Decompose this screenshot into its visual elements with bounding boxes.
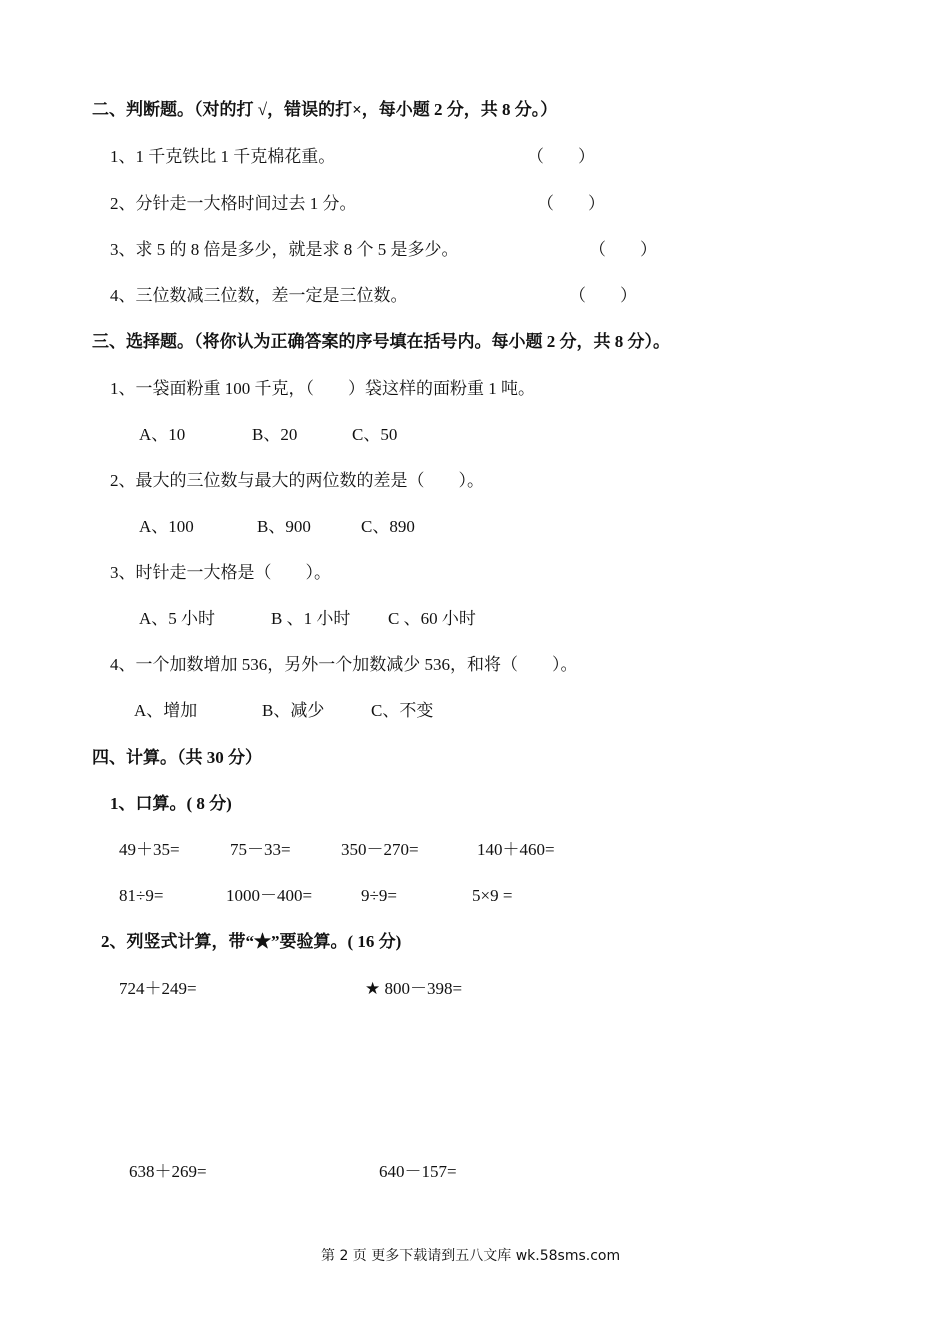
choice-option: A、10	[139, 425, 186, 444]
choice-question-3: 3、时针走一大格是（ ）。	[110, 563, 331, 582]
judge-blank-2: （ ）	[537, 194, 605, 213]
vertical-calc-item: 640－157=	[379, 1162, 457, 1181]
choice-option: A、5 小时	[139, 609, 216, 628]
oral-calc-heading: 1、口算。( 8 分)	[110, 794, 232, 813]
choice-option: B、减少	[262, 701, 325, 720]
judge-item-4: 4、三位数减三位数，差一定是三位数。	[110, 286, 408, 305]
oral-calc-item: 350－270=	[341, 840, 419, 859]
judge-blank-4: （ ）	[569, 286, 637, 305]
section-4-heading: 四、计算。（共 30 分）	[92, 748, 262, 767]
oral-calc-item: 9÷9=	[361, 886, 397, 905]
oral-calc-item: 1000－400=	[226, 886, 313, 905]
vertical-calc-item-starred: ★ 800－398=	[365, 979, 463, 998]
page-footer: 第 2 页 更多下载请到五八文库 wk.58sms.com	[321, 1248, 621, 1264]
section-3-heading: 三、选择题。（将你认为正确答案的序号填在括号内。每小题 2 分，共 8 分）。	[92, 332, 670, 351]
section-2-heading: 二、判断题。（对的打 √，错误的打×，每小题 2 分，共 8 分。）	[92, 100, 558, 119]
oral-calc-item: 81÷9=	[119, 886, 164, 905]
oral-calc-item: 140＋460=	[477, 840, 555, 859]
vertical-calc-heading: 2、列竖式计算，带“★”要验算。( 16 分)	[101, 932, 402, 951]
choice-option: C 、60 小时	[388, 609, 476, 628]
choice-option: C、890	[361, 517, 415, 536]
judge-blank-1: （ ）	[527, 147, 595, 166]
oral-calc-item: 5×9 =	[472, 886, 513, 905]
vertical-calc-item: 724＋249=	[119, 979, 197, 998]
choice-option: C、不变	[371, 701, 434, 720]
judge-blank-3: （ ）	[589, 240, 657, 259]
choice-option: A、100	[139, 517, 194, 536]
oral-calc-item: 75－33=	[230, 840, 291, 859]
judge-item-1: 1、1 千克铁比 1 千克棉花重。	[110, 147, 336, 166]
choice-option: B、20	[252, 425, 298, 444]
choice-question-4: 4、一个加数增加 536，另外一个加数减少 536，和将（ ）。	[110, 655, 578, 674]
judge-item-3: 3、求 5 的 8 倍是多少，就是求 8 个 5 是多少。	[110, 240, 459, 259]
choice-option: B 、1 小时	[271, 609, 351, 628]
choice-question-2: 2、最大的三位数与最大的两位数的差是（ ）。	[110, 471, 484, 490]
choice-question-1: 1、一袋面粉重 100 千克，（ ）袋这样的面粉重 1 吨。	[110, 379, 535, 398]
choice-option: B、900	[257, 517, 311, 536]
oral-calc-item: 49＋35=	[119, 840, 180, 859]
judge-item-2: 2、分针走一大格时间过去 1 分。	[110, 194, 357, 213]
choice-option: A、增加	[134, 701, 198, 720]
choice-option: C、50	[352, 425, 398, 444]
vertical-calc-item: 638＋269=	[129, 1162, 207, 1181]
